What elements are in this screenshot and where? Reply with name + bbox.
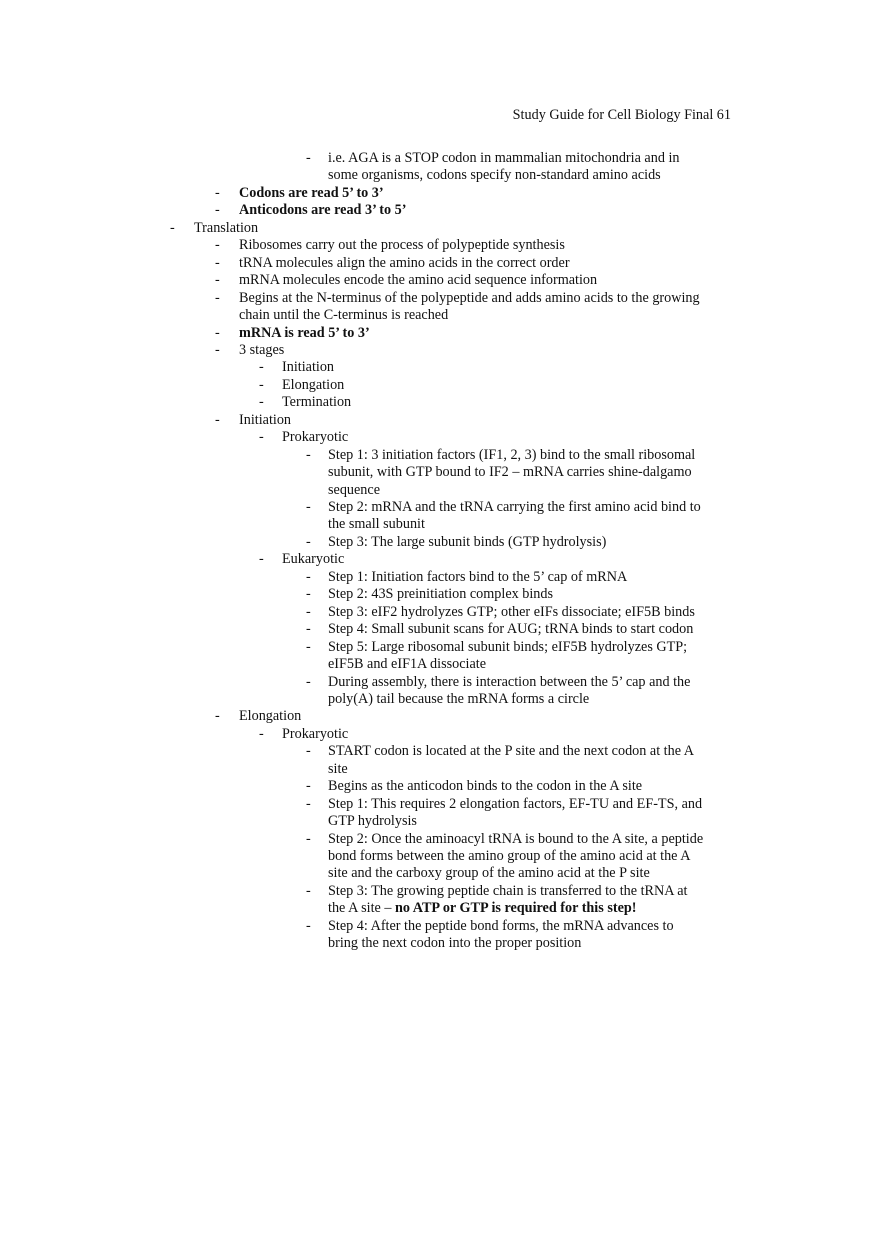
bullet-dash: -	[306, 586, 311, 603]
line-text: Step 2: 43S preinitiation complex binds	[328, 586, 554, 603]
bullet-dash: -	[259, 551, 264, 568]
line-text: Step 1: 3 initiation factors (IF1, 2, 3) bind to the small ribosomal	[328, 446, 696, 463]
bullet-dash: -	[215, 341, 220, 358]
line-text: Translation	[194, 219, 259, 236]
bullet-dash: -	[306, 533, 311, 550]
bullet-dash: -	[215, 254, 220, 271]
line-text: Termination	[282, 394, 352, 411]
line-text: site and the carboxy group of the amino acid at the P site	[328, 865, 650, 882]
line-text: the small subunit	[328, 516, 425, 533]
line-text: Elongation	[239, 708, 302, 725]
bullet-dash: -	[259, 725, 264, 742]
line-text: Step 1: Initiation factors bind to the 5’ cap of mRNA	[328, 568, 628, 585]
bullet-dash: -	[306, 830, 311, 847]
bullet-dash: -	[170, 219, 175, 236]
line-text: Eukaryotic	[282, 551, 345, 568]
bullet-dash: -	[215, 272, 220, 289]
bullet-dash: -	[215, 184, 220, 201]
line-text: mRNA is read 5’ to 3’	[239, 324, 370, 341]
bullet-dash: -	[215, 411, 220, 428]
bullet-dash: -	[259, 394, 264, 411]
line-text: Initiation	[239, 411, 292, 428]
line-text: tRNA molecules align the amino acids in the correct order	[239, 254, 570, 271]
bullet-dash: -	[215, 324, 220, 341]
page-header: Study Guide for Cell Biology Final 61	[512, 107, 731, 123]
bullet-dash: -	[306, 603, 311, 620]
line-text: Ribosomes carry out the process of polypeptide synthesis	[239, 237, 565, 254]
bullet-dash: -	[259, 429, 264, 446]
bullet-dash: -	[306, 446, 311, 463]
line-text: Codons are read 5’ to 3’	[239, 184, 384, 201]
line-text: site	[328, 760, 348, 777]
line-text: 3 stages	[239, 341, 285, 358]
line-text: Step 4: Small subunit scans for AUG; tRNA binds to start codon	[328, 621, 694, 638]
line-text: GTP hydrolysis	[328, 813, 417, 830]
bullet-dash: -	[306, 882, 311, 899]
bullet-dash: -	[259, 359, 264, 376]
bullet-dash: -	[306, 673, 311, 690]
bullet-dash: -	[306, 917, 311, 934]
line-text: Anticodons are read 3’ to 5’	[239, 202, 407, 219]
bullet-dash: -	[306, 743, 311, 760]
bullet-dash: -	[306, 150, 311, 166]
line-text: Step 3: The growing peptide chain is transferred to the tRNA at	[328, 882, 688, 899]
line-text: the A site – no ATP or GTP is required for this step!	[328, 900, 637, 917]
line-text: bond forms between the amino group of the amino acid at the A	[328, 848, 691, 864]
bullet-dash: -	[306, 499, 311, 515]
line-text: Begins as the anticodon binds to the codon in the A site	[328, 778, 643, 795]
bullet-dash: -	[259, 376, 264, 393]
bullet-dash: -	[306, 621, 311, 638]
line-text: some organisms, codons specify non-standard amino acids	[328, 167, 661, 184]
line-text: During assembly, there is interaction between the 5’ cap and the	[328, 673, 691, 690]
bullet-dash: -	[306, 778, 311, 795]
line-text: Elongation	[282, 376, 345, 393]
bullet-dash: -	[306, 568, 311, 585]
line-text: Step 2: Once the aminoacyl tRNA is bound to the A site, a peptide	[328, 830, 704, 847]
line-text: i.e. AGA is a STOP codon in mammalian mitochondria and in	[328, 150, 680, 166]
line-text-emphasis: no ATP or GTP is required for this step!	[395, 900, 637, 917]
line-text: Step 2: mRNA and the tRNA carrying the first amino acid bind to	[328, 499, 701, 515]
bullet-dash: -	[215, 708, 220, 725]
bullet-dash: -	[306, 795, 311, 812]
line-text: Step 3: eIF2 hydrolyzes GTP; other eIFs dissociate; eIF5B binds	[328, 603, 695, 620]
line-text: mRNA molecules encode the amino acid sequence information	[239, 272, 598, 289]
line-text: Initiation	[282, 359, 335, 376]
line-text: sequence	[328, 481, 380, 498]
line-text: eIF5B and eIF1A dissociate	[328, 656, 487, 673]
line-text: subunit, with GTP bound to IF2 – mRNA carries shine-dalgamo	[328, 464, 692, 481]
line-text: chain until the C-terminus is reached	[239, 307, 449, 324]
bullet-dash: -	[215, 202, 220, 219]
bullet-dash: -	[306, 638, 311, 655]
line-text: Prokaryotic	[282, 725, 349, 742]
bullet-dash: -	[215, 237, 220, 254]
bullet-dash: -	[215, 289, 220, 306]
line-text: Prokaryotic	[282, 429, 349, 446]
line-text: Step 4: After the peptide bond forms, the mRNA advances to	[328, 917, 674, 934]
line-text: poly(A) tail because the mRNA forms a circle	[328, 690, 590, 707]
line-text: Step 1: This requires 2 elongation factors, EF-TU and EF-TS, and	[328, 795, 703, 812]
line-text: START codon is located at the P site and the next codon at the A	[328, 743, 695, 760]
line-text: Step 3: The large subunit binds (GTP hydrolysis)	[328, 533, 607, 550]
line-text: bring the next codon into the proper position	[328, 935, 582, 952]
line-text: Step 5: Large ribosomal subunit binds; eIF5B hydrolyzes GTP;	[328, 638, 688, 655]
line-text: Begins at the N-terminus of the polypeptide and adds amino acids to the growing	[239, 289, 700, 306]
